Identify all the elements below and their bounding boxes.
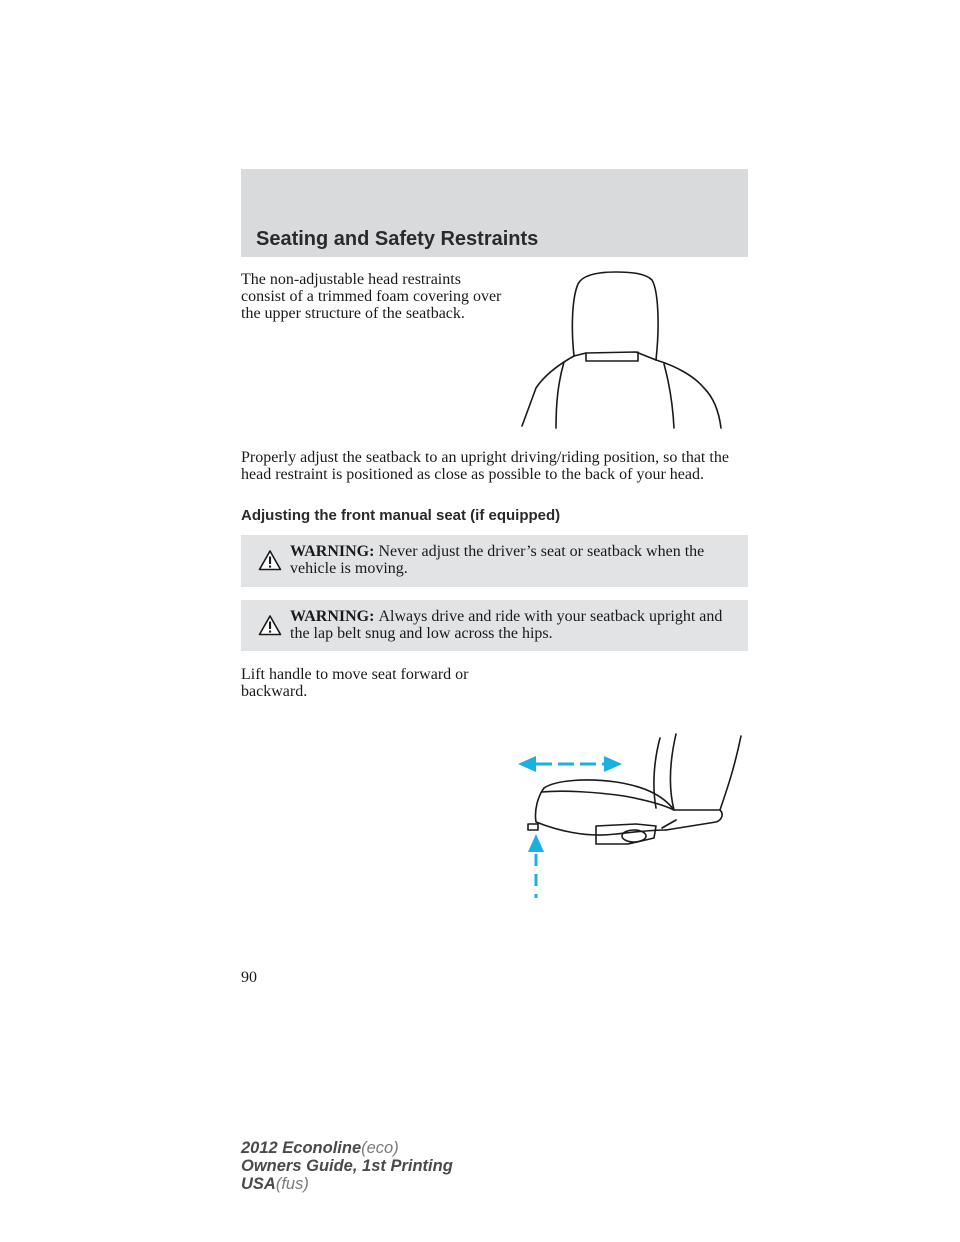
footer-imprint	[241, 1139, 453, 1193]
footer-line-3	[241, 1175, 453, 1193]
footer-model-code: (eco)	[361, 1139, 399, 1157]
adjust-paragraph: Properly adjust the seatback to an upright driving/riding position, so that the head restraint is positioned as close as possible to the back of your head.	[241, 449, 729, 483]
footer-market: USA	[241, 1175, 276, 1193]
head-restraint-illustration	[516, 268, 732, 432]
warning-label: WARNING:	[290, 608, 375, 625]
warning-box	[241, 535, 748, 587]
manual-seat-adjust-illustration	[516, 730, 748, 900]
subheading-front-manual-seat: Adjusting the front manual seat (if equipped)	[241, 507, 561, 524]
warning-text	[290, 608, 740, 642]
footer-edition: Owners Guide, 1st Printing	[241, 1157, 453, 1175]
footer-market-code: (fus)	[275, 1175, 309, 1193]
footer-line-1	[241, 1139, 453, 1157]
warning-triangle-icon	[258, 549, 282, 571]
warning-text	[290, 543, 740, 577]
warning-message: Never adjust the driver’s seat or seatback when the vehicle is moving.	[290, 543, 705, 577]
footer-model: 2012 Econoline	[241, 1139, 362, 1157]
section-header	[241, 169, 748, 257]
warning-box	[241, 600, 748, 651]
footer-line-2	[241, 1157, 453, 1175]
section-title: Seating and Safety Restraints	[256, 228, 539, 250]
lift-handle-paragraph: Lift handle to move seat forward or backward.	[241, 666, 469, 700]
warning-triangle-icon	[258, 614, 282, 636]
intro-paragraph: The non-adjustable head restraints consist of a trimmed foam covering over the upper structure of the seatback.	[241, 271, 502, 322]
page-number: 90	[241, 969, 257, 986]
warning-label: WARNING:	[290, 543, 375, 560]
warning-message: Always drive and ride with your seatback upright and the lap belt snug and low across the hips.	[290, 608, 723, 642]
